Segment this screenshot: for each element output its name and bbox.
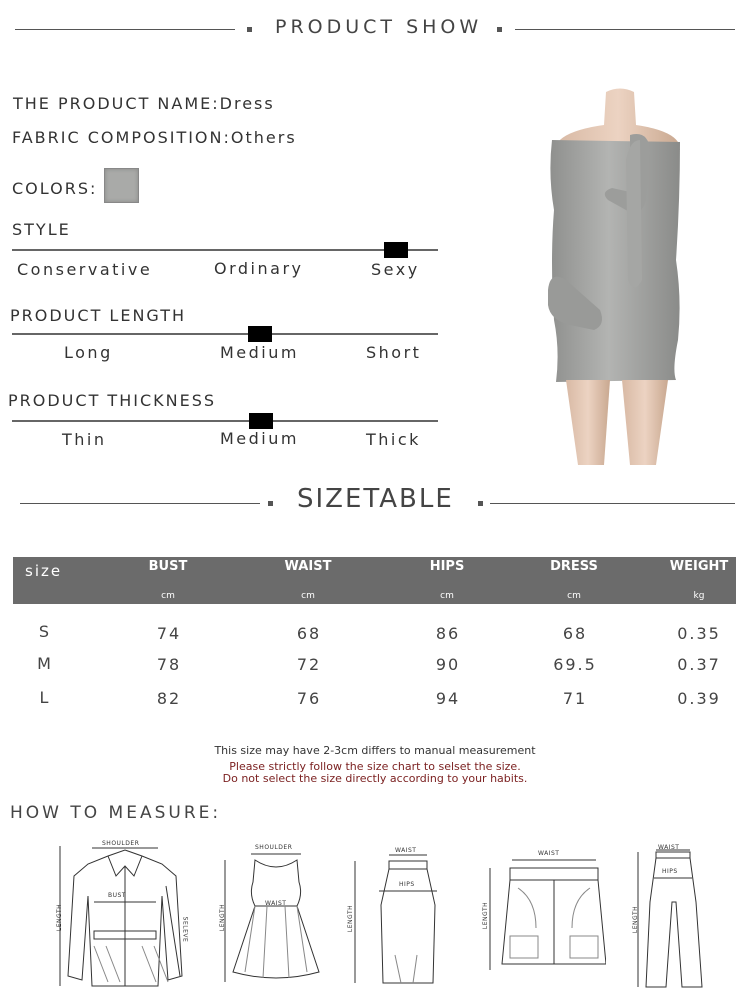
fabric-value: Others bbox=[230, 128, 297, 147]
dress-cell: 71 bbox=[562, 689, 588, 708]
dress-waist-label: WAIST bbox=[265, 900, 287, 907]
unit-waist: cm bbox=[301, 591, 315, 601]
dress-cell: 68 bbox=[562, 624, 588, 643]
thickness-option-thick: Thick bbox=[366, 430, 421, 449]
size-warning-1: Please strictly follow the size chart to selset the size. bbox=[229, 760, 521, 773]
fabric-row bbox=[12, 128, 297, 147]
skirt-waist-label: WAIST bbox=[395, 847, 417, 854]
pants-waist-label: WAIST bbox=[658, 844, 680, 851]
how-to-measure-title: HOW TO MEASURE: bbox=[10, 803, 222, 823]
shorts-icon bbox=[476, 848, 606, 973]
header-square-right bbox=[497, 27, 502, 32]
pants-hips-label: HIPS bbox=[662, 868, 678, 875]
skirt-hips-label: HIPS bbox=[399, 881, 415, 888]
column-header-weight: WEIGHT bbox=[669, 559, 729, 574]
thickness-label: PRODUCT THICKNESS bbox=[8, 391, 216, 410]
waist-cell: 72 bbox=[296, 655, 322, 674]
product-name-value: Dress bbox=[219, 94, 275, 113]
dress-icon bbox=[215, 842, 330, 992]
length-label: PRODUCT LENGTH bbox=[10, 306, 187, 325]
length-option-short: Short bbox=[366, 343, 422, 362]
style-option-conservative: Conservative bbox=[17, 260, 153, 279]
size-cell: S bbox=[38, 622, 52, 641]
size-table-header bbox=[13, 557, 736, 604]
unit-hips: cm bbox=[440, 591, 454, 601]
size-column-header: size bbox=[25, 562, 63, 580]
size-cell: L bbox=[39, 688, 51, 707]
shorts-waist-label: WAIST bbox=[538, 850, 560, 857]
waist-cell: 76 bbox=[296, 689, 322, 708]
mannequin-dress-image bbox=[530, 80, 710, 465]
color-swatch-grey[interactable] bbox=[104, 168, 139, 203]
sizetable-rule-right bbox=[490, 503, 735, 504]
thickness-scale-line bbox=[12, 420, 438, 422]
style-option-ordinary: Ordinary bbox=[214, 259, 304, 278]
column-header-waist: WAIST bbox=[284, 559, 332, 574]
header-square-left bbox=[247, 27, 252, 32]
length-marker-medium bbox=[248, 326, 272, 342]
column-header-dress: DRESS bbox=[550, 559, 598, 574]
dress-length-label: LENGTH bbox=[219, 903, 227, 932]
sizetable-square-right bbox=[478, 501, 483, 506]
thickness-option-medium: Medium bbox=[220, 429, 299, 448]
section-title-product-show: PRODUCT SHOW bbox=[275, 16, 483, 38]
sizetable-rule-left bbox=[20, 503, 260, 504]
size-cell: M bbox=[37, 654, 53, 673]
jacket-shoulder-label: SHOULDER bbox=[102, 840, 140, 847]
thickness-option-thin: Thin bbox=[62, 430, 107, 449]
pants-measure-diagram bbox=[620, 842, 720, 992]
dress-measure-diagram bbox=[215, 842, 330, 992]
product-photo bbox=[530, 80, 710, 465]
section-title-sizetable: SIZETABLE bbox=[297, 484, 454, 514]
product-name-label: THE PRODUCT NAME: bbox=[13, 94, 220, 113]
bust-cell: 82 bbox=[156, 689, 182, 708]
fabric-label: FABRIC COMPOSITION: bbox=[12, 128, 231, 147]
column-header-hips: HIPS bbox=[429, 559, 465, 574]
unit-weight: kg bbox=[693, 591, 705, 601]
jacket-icon bbox=[50, 836, 200, 996]
shorts-length-label: LENGTH bbox=[482, 901, 490, 930]
sizetable-square-left bbox=[268, 501, 273, 506]
colors-label: COLORS: bbox=[12, 179, 98, 198]
unit-dress: cm bbox=[567, 591, 581, 601]
dress-cell: 69.5 bbox=[553, 655, 597, 674]
hips-cell: 94 bbox=[435, 689, 461, 708]
column-header-bust: BUST bbox=[148, 559, 188, 574]
weight-cell: 0.37 bbox=[677, 655, 721, 674]
style-marker-sexy bbox=[384, 242, 408, 258]
style-option-sexy: Sexy bbox=[371, 260, 420, 279]
length-option-long: Long bbox=[64, 343, 113, 362]
style-label: STYLE bbox=[12, 220, 71, 239]
unit-bust: cm bbox=[161, 591, 175, 601]
weight-cell: 0.35 bbox=[677, 624, 721, 643]
jacket-sleeve-label: SELEVE bbox=[181, 916, 189, 943]
jacket-measure-diagram bbox=[50, 836, 200, 996]
header-rule-right bbox=[515, 29, 735, 30]
measurement-note: This size may have 2-3cm differs to manual measurement bbox=[214, 744, 536, 757]
dress-shoulder-label: SHOULDER bbox=[255, 844, 293, 851]
hips-cell: 90 bbox=[435, 655, 461, 674]
jacket-bust-label: BUST bbox=[108, 892, 126, 899]
pants-length-label: LENGTH bbox=[632, 905, 640, 934]
bust-cell: 74 bbox=[156, 624, 182, 643]
header-rule-left bbox=[15, 29, 235, 30]
weight-cell: 0.39 bbox=[677, 689, 721, 708]
hips-cell: 86 bbox=[435, 624, 461, 643]
skirt-icon bbox=[343, 845, 443, 990]
jacket-length-label: LENGTH bbox=[56, 903, 64, 932]
waist-cell: 68 bbox=[296, 624, 322, 643]
length-option-medium: Medium bbox=[220, 343, 299, 362]
skirt-measure-diagram bbox=[343, 845, 443, 990]
size-warning-2: Do not select the size directly according to your habits. bbox=[222, 772, 528, 785]
bust-cell: 78 bbox=[156, 655, 182, 674]
product-name-row bbox=[13, 94, 275, 113]
skirt-length-label: LENGTH bbox=[347, 904, 355, 933]
length-scale-line bbox=[12, 333, 438, 335]
shorts-measure-diagram bbox=[476, 848, 606, 973]
thickness-marker-medium bbox=[249, 413, 273, 429]
style-scale-line bbox=[12, 249, 438, 251]
